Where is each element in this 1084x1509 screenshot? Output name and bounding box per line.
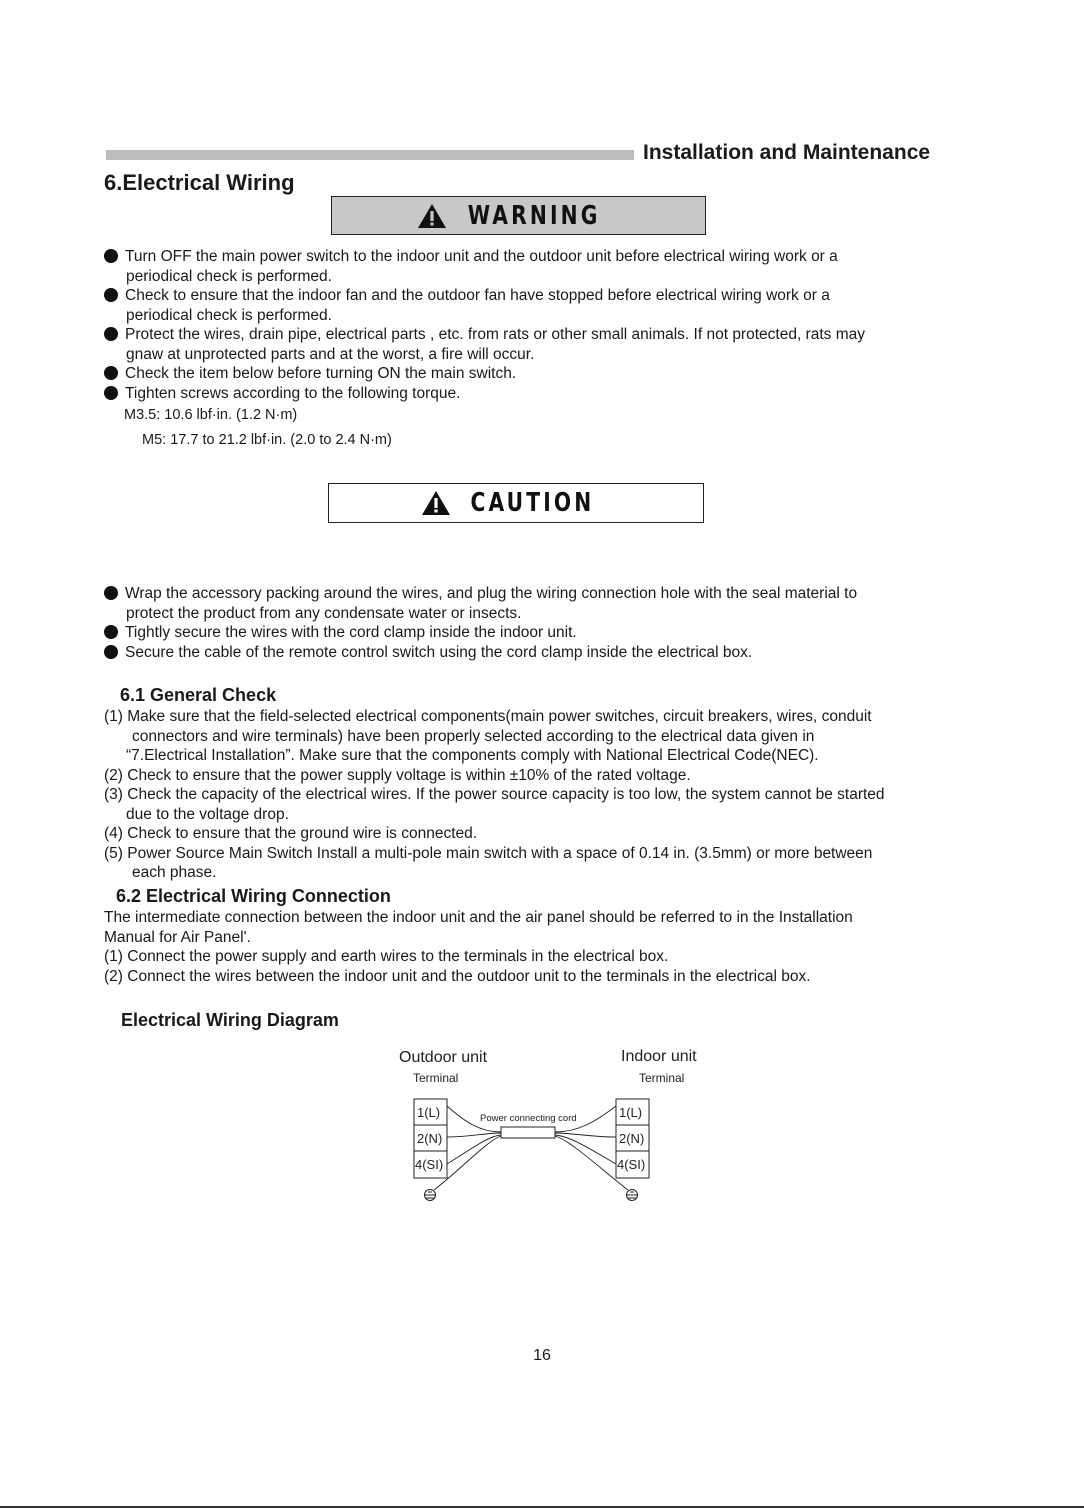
paragraph-line: The intermediate connection between the indoor unit and the air panel should be referred to in the Installation <box>104 909 853 926</box>
warning-banner <box>331 196 706 235</box>
list-item: Check the item below before turning ON the main switch. <box>104 364 984 384</box>
list-item-continuation: protect the product from any condensate water or insects. <box>126 604 522 622</box>
list-item-continuation: connectors and wire terminals) have been properly selected according to the electrical data given in <box>132 727 815 745</box>
caution-triangle-icon <box>421 490 451 516</box>
list-item: (1) Make sure that the field-selected electrical components(main power switches, circuit breakers, wires, conduit <box>104 708 872 725</box>
outdoor-terminal-2: 2(N) <box>417 1131 443 1146</box>
indoor-terminal-4: 4(SI) <box>617 1157 646 1172</box>
torque-m35: M3.5: 10.6 lbf·in. (1.2 N·m) <box>124 407 298 423</box>
list-item: Check to ensure that the indoor fan and the outdoor fan have stopped before electrical wiring work or a <box>104 286 984 306</box>
list-item: (5) Power Source Main Switch Install a multi-pole main switch with a space of 0.14 in. (3.5mm) or more between <box>104 844 873 862</box>
general-check-list <box>104 707 984 883</box>
caution-label: CAUTION <box>470 488 594 518</box>
list-item: (4) Check to ensure that the ground wire is connected. <box>104 825 478 842</box>
list-item-continuation: periodical check is performed. <box>126 306 332 324</box>
warning-label: WARNING <box>468 200 601 231</box>
paragraph-line: Manual for Air Panel'. <box>104 928 251 946</box>
list-item-continuation: “7.Electrical Installation”. Make sure that the components comply with National Electrical Code(NEC). <box>126 747 819 764</box>
list-item-continuation: each phase. <box>132 864 217 881</box>
list-item: (2) Check to ensure that the power supply voltage is within ±10% of the rated voltage. <box>104 766 691 784</box>
bullet-icon <box>104 386 118 400</box>
list-item: (3) Check the capacity of the electrical wires. If the power source capacity is too low, the system cannot be started <box>104 786 885 803</box>
list-item-continuation: gnaw at unprotected parts and at the worst, a fire will occur. <box>126 345 535 363</box>
outdoor-terminal-block <box>414 1099 447 1178</box>
list-item: Turn OFF the main power switch to the indoor unit and the outdoor unit before electrical wiring work or a <box>104 247 984 267</box>
bullet-icon <box>104 327 118 341</box>
indoor-terminal-block <box>616 1099 649 1178</box>
torque-m5: M5: 17.7 to 21.2 lbf·in. (2.0 to 2.4 N·m) <box>142 432 392 448</box>
list-item-continuation: due to the voltage drop. <box>126 805 289 823</box>
bullet-icon <box>104 366 118 380</box>
indoor-unit-label: Indoor unit <box>621 1048 697 1065</box>
indoor-ground-icon <box>627 1190 638 1201</box>
bullet-icon <box>104 249 118 263</box>
list-item: Tighten screws according to the following torque. <box>104 384 984 404</box>
bullet-icon <box>104 625 118 639</box>
bottom-rule <box>0 1506 1084 1508</box>
caution-list <box>104 584 984 662</box>
caution-banner <box>328 483 704 523</box>
diagram-title: Electrical Wiring Diagram <box>121 1010 339 1030</box>
power-cord-sleeve <box>501 1127 555 1138</box>
bullet-icon <box>104 586 118 600</box>
warning-triangle-icon <box>417 203 447 229</box>
bullet-icon <box>104 288 118 302</box>
outdoor-terminal-4: 4(SI) <box>415 1157 444 1172</box>
indoor-terminal-1: 1(L) <box>619 1105 643 1120</box>
outdoor-ground-icon <box>425 1190 436 1201</box>
wiring-connection-text <box>104 908 984 986</box>
header-title: Installation and Maintenance <box>643 141 931 164</box>
list-item: (2) Connect the wires between the indoor unit and the outdoor unit to the terminals in the electrical box. <box>104 967 811 985</box>
warning-list <box>104 247 984 403</box>
wiring-diagram <box>380 1040 720 1210</box>
header-rule <box>106 150 634 160</box>
list-item: Secure the cable of the remote control switch using the cord clamp inside the electrical box. <box>104 643 984 663</box>
indoor-terminal-2: 2(N) <box>619 1131 645 1146</box>
wiring-connection-title: 6.2 Electrical Wiring Connection <box>116 886 391 906</box>
page-number: 16 <box>533 1347 551 1364</box>
list-item: Tightly secure the wires with the cord clamp inside the indoor unit. <box>104 623 984 643</box>
outdoor-terminal-label: Terminal <box>413 1071 459 1085</box>
list-item: (1) Connect the power supply and earth wires to the terminals in the electrical box. <box>104 948 669 965</box>
list-item: Protect the wires, drain pipe, electrical parts , etc. from rats or other small animals. If not protected, rats may <box>104 325 984 345</box>
bullet-icon <box>104 645 118 659</box>
outdoor-terminal-1: 1(L) <box>417 1105 441 1120</box>
outdoor-unit-label: Outdoor unit <box>399 1049 488 1066</box>
section-title: 6.Electrical Wiring <box>104 170 295 195</box>
general-check-title: 6.1 General Check <box>120 685 277 705</box>
indoor-terminal-label: Terminal <box>639 1071 685 1085</box>
list-item-continuation: periodical check is performed. <box>126 267 332 285</box>
list-item: Wrap the accessory packing around the wires, and plug the wiring connection hole with the seal material to <box>104 584 984 604</box>
cord-label: Power connecting cord <box>480 1113 577 1124</box>
